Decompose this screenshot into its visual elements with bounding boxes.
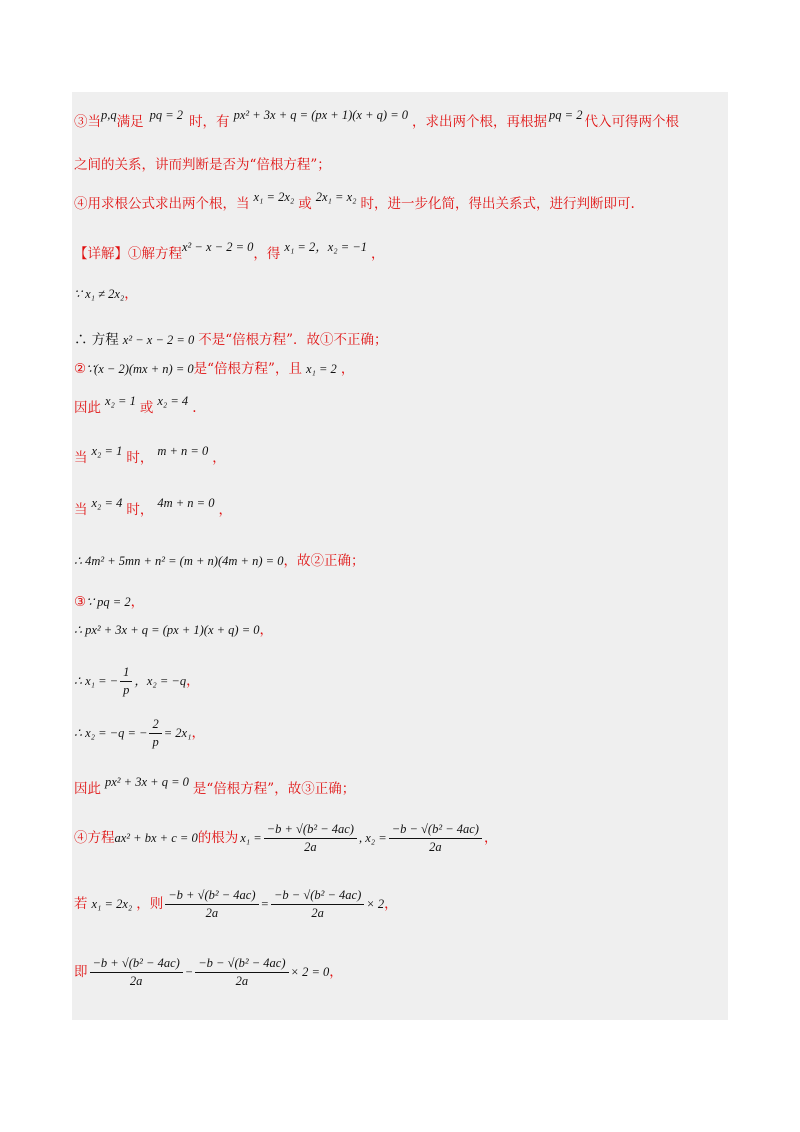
math-expr: −	[184, 965, 194, 979]
text: ②	[74, 361, 87, 377]
math-expr: ∴ 4m² + 5mn + n² = (m + n)(4m + n) = 0	[74, 554, 284, 568]
text: 是“倍根方程”，且	[193, 361, 302, 377]
text: ，故②正确；	[283, 553, 365, 569]
text: ，则	[136, 896, 164, 912]
math-expr: = 2x₁	[163, 726, 192, 740]
text-line-14	[74, 665, 200, 698]
math-expr: ∵(x − 2)(mx + n) = 0	[86, 362, 194, 376]
text-line-8	[74, 394, 196, 416]
fraction	[271, 888, 364, 921]
text: 不是“倍根方程”．故①不正确；	[198, 332, 388, 348]
fraction-denominator: 2a	[205, 906, 219, 920]
fraction-numerator: −b − √(b² − 4ac)	[271, 888, 364, 905]
fraction	[389, 822, 482, 855]
fraction-denominator: 2a	[304, 840, 317, 854]
text: 即	[74, 964, 88, 980]
text: 是“倍根方程”，故③正确；	[192, 781, 356, 797]
text-line-18	[74, 888, 398, 921]
text-line-12	[74, 590, 144, 610]
fraction-denominator: p	[123, 683, 130, 697]
text: ，	[340, 361, 355, 377]
fraction-denominator: p	[152, 735, 159, 749]
text: 时，有	[189, 114, 230, 130]
fraction	[120, 665, 132, 698]
fraction-numerator: 2	[149, 717, 161, 734]
text-line-1	[74, 108, 679, 130]
text: ④方程	[74, 830, 115, 846]
math-expr: 2x₁ = x₂	[315, 190, 357, 204]
text: 因此	[74, 400, 101, 416]
math-expr: x₂ = 4	[91, 496, 123, 510]
text: 【详解】①解方程	[74, 246, 182, 262]
text-line-19	[74, 956, 343, 989]
text-line-10	[74, 496, 232, 518]
math-expr: x₂ = 4	[157, 394, 189, 408]
text-line-13	[74, 618, 273, 638]
math-expr: ∴ x₂ = −q = −	[74, 726, 148, 740]
math-expr: ，x₂ = −q	[134, 674, 187, 688]
text-line-5	[74, 282, 138, 302]
text-line-11	[74, 549, 364, 569]
text: 满足	[116, 114, 144, 130]
math-expr: p,q	[101, 108, 117, 122]
text: ，	[259, 622, 274, 638]
text: ，	[329, 964, 343, 980]
math-expr: x² − x − 2 = 0	[182, 240, 254, 254]
fraction	[264, 822, 357, 855]
text-line-4	[74, 237, 385, 262]
text-line-2	[74, 153, 331, 173]
text: ，	[130, 594, 145, 610]
fraction-numerator: −b + √(b² − 4ac)	[165, 888, 258, 905]
math-expr: ax² + bx + c = 0	[114, 831, 198, 845]
math-expr: 4m + n = 0	[157, 496, 215, 510]
text: ，求出两个根，再根据	[412, 114, 548, 130]
text-line-15	[74, 717, 205, 750]
text: ，	[384, 896, 398, 912]
math-expr: ∵ x₁ ≠ 2x₂	[74, 287, 125, 301]
fraction-numerator: −b − √(b² − 4ac)	[195, 956, 288, 973]
math-expr: px² + 3x + q = (px + 1)(x + q) = 0	[233, 108, 409, 122]
fraction-denominator: 2a	[429, 840, 442, 854]
text: ③当	[74, 114, 101, 130]
text: 之间的关系，讲而判断是否为“倍根方程”；	[74, 157, 331, 173]
fraction-denominator: 2a	[129, 974, 143, 988]
text: ，	[212, 450, 226, 466]
text: 时，进一步化简，得出关系式，进行判断即可.	[360, 196, 635, 212]
text: .	[192, 400, 197, 416]
text-line-9	[74, 444, 226, 466]
fraction	[90, 956, 183, 989]
math-expr: x₁ = 2	[305, 362, 337, 376]
text: ，	[218, 502, 232, 518]
text: ，	[186, 673, 200, 689]
math-expr: x² − x − 2 = 0	[122, 333, 195, 347]
text: ，	[191, 725, 205, 741]
fraction-denominator: 2a	[235, 974, 249, 988]
text: ，	[483, 830, 498, 846]
text-line-7	[74, 357, 354, 377]
fraction	[195, 956, 288, 989]
text: 若	[74, 896, 88, 912]
fraction	[149, 717, 161, 750]
math-expr: pq = 2	[149, 108, 184, 122]
math-expr: x₁ = 2x₂	[91, 897, 133, 911]
text-line-17	[74, 822, 497, 855]
math-expr: =	[260, 897, 269, 911]
text: 时，	[126, 450, 154, 466]
math-expr: , x₂ =	[358, 831, 387, 845]
text: 的根为	[197, 830, 239, 846]
math-expr: x₂ = 1	[105, 394, 136, 408]
math-expr: m + n = 0	[157, 444, 209, 458]
text: 因此	[74, 781, 101, 797]
text-line-6	[74, 328, 388, 348]
math-expr: pq = 2	[549, 108, 583, 122]
text: 或	[139, 400, 154, 416]
fraction-numerator: −b + √(b² − 4ac)	[264, 822, 357, 839]
text-line-16	[74, 775, 355, 797]
math-expr: x₁ = 2x₂	[253, 190, 295, 204]
math-expr: ∵ pq = 2	[86, 595, 131, 609]
text: ③	[74, 594, 87, 610]
math-expr: ∴ x₁ = −	[74, 674, 119, 688]
text-line-3	[74, 190, 635, 212]
math-expr: x₁ = 2，x₂ = −1	[284, 240, 367, 254]
math-expr: x₁ =	[240, 831, 262, 845]
text: ，	[124, 286, 138, 302]
text: 代入可得两个根	[584, 114, 679, 130]
fraction-denominator: 2a	[311, 906, 324, 920]
fraction-numerator: 1	[120, 665, 132, 682]
text: 当	[74, 502, 88, 518]
math-expr: px² + 3x + q = 0	[105, 775, 189, 789]
math-expr: x₂ = 1	[91, 444, 123, 458]
math-expr: × 2	[366, 897, 385, 911]
text: ，	[371, 246, 385, 262]
text: 时，	[126, 502, 154, 518]
fraction-numerator: −b + √(b² − 4ac)	[90, 956, 183, 973]
text: ④用求根公式求出两个根，当	[74, 196, 250, 212]
fraction	[165, 888, 258, 921]
fraction-numerator: −b − √(b² − 4ac)	[389, 822, 482, 839]
text: 或	[298, 196, 312, 212]
math-expr: × 2 = 0	[290, 965, 330, 979]
math-expr: ∴ px² + 3x + q = (px + 1)(x + q) = 0	[74, 623, 260, 637]
text: ，得	[253, 246, 281, 262]
text: 当	[74, 450, 88, 466]
text: ∴ 方程	[74, 332, 119, 348]
